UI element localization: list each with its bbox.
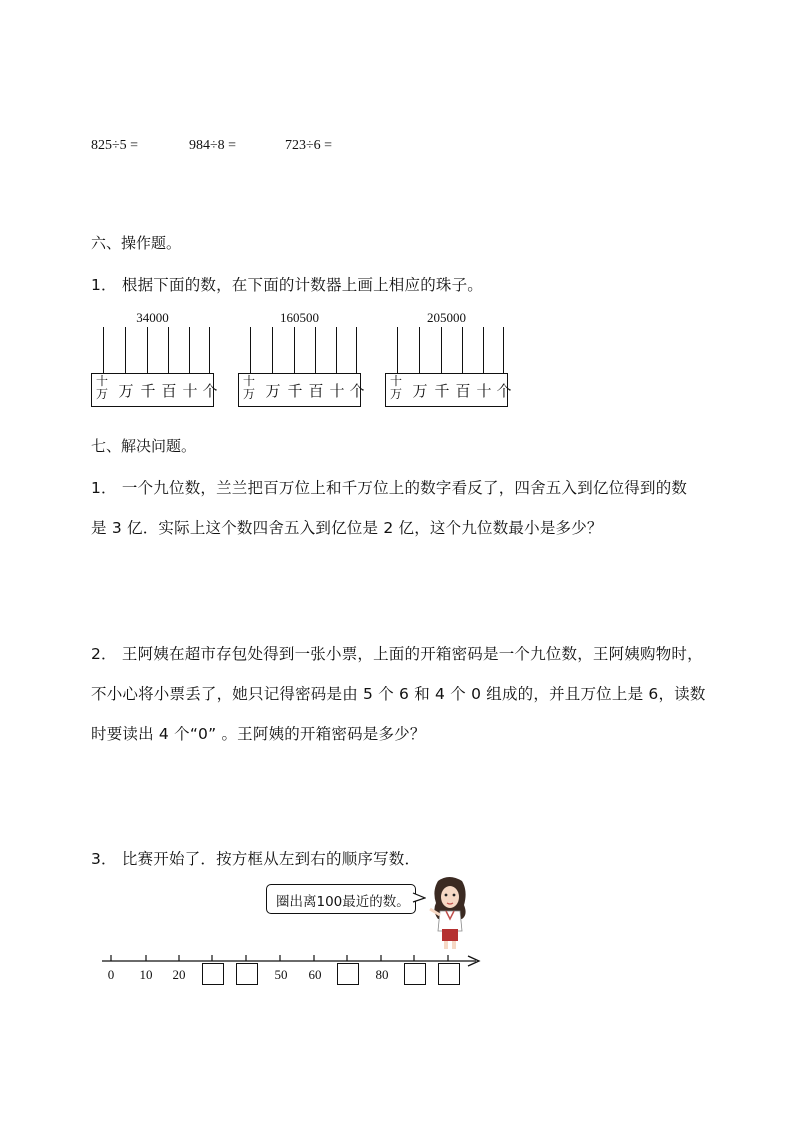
number-line-label: 60 [308, 967, 322, 982]
abacus-rod [397, 327, 398, 373]
teacher-illustration [424, 875, 474, 950]
place-label-hundred-thousand: 十 万 [95, 374, 108, 401]
section7-q1-line2: 是 3 亿．实际上这个数四舍五入到亿位是 2 亿，这个九位数最小是多少？ [91, 519, 603, 537]
section7-q2-line1: 2． 王阿姨在超市存包处得到一张小票，上面的开箱密码是一个九位数，王阿姨购物时， [91, 645, 703, 663]
section7-q3: 3． 比赛开始了．按方框从左到右的顺序写数． [91, 850, 421, 868]
abacus-rod [315, 327, 316, 373]
number-line-label: 20 [172, 967, 186, 982]
answer-box[interactable] [438, 963, 460, 985]
place-label: 百 [161, 382, 177, 400]
place-label: 百 [455, 382, 471, 400]
abacus-rod [147, 327, 148, 373]
place-label: 万 [412, 382, 428, 400]
number-line-label: 0 [107, 967, 115, 982]
place-label: 千 [140, 382, 156, 400]
place-label: 十 [182, 382, 198, 400]
abacus-rod [250, 327, 251, 373]
speech-bubble [266, 884, 416, 914]
abacus-rod [441, 327, 442, 373]
section7-heading: 七、解决问题。 [91, 437, 197, 455]
abacus-rod [168, 327, 169, 373]
abacus-number: 160500 [280, 310, 319, 325]
abacus-base [385, 373, 512, 407]
abacus-number: 205000 [427, 310, 466, 325]
number-line-label: 80 [375, 967, 389, 982]
section6-heading: 六、操作题。 [91, 234, 182, 252]
abacus-rod [125, 327, 126, 373]
abacus-rod [503, 327, 504, 373]
place-label: 十 [476, 382, 492, 400]
abacus-2 [238, 310, 365, 405]
abacus-rod [336, 327, 337, 373]
abacus-rod [483, 327, 484, 373]
calc-3: 723÷6 = [285, 138, 333, 153]
section6-question-1: 1． 根据下面的数，在下面的计数器上画上相应的珠子。 [91, 276, 483, 294]
abacus-rod [462, 327, 463, 373]
calc-2: 984÷8 = [189, 138, 237, 153]
abacus-rod [209, 327, 210, 373]
place-label: 万 [118, 382, 134, 400]
place-label: 个 [202, 382, 218, 400]
place-label: 千 [287, 382, 303, 400]
number-line-label: 50 [274, 967, 288, 982]
abacus-rod [356, 327, 357, 373]
abacus-base [238, 373, 365, 407]
place-label-hundred-thousand: 十 万 [242, 374, 255, 401]
abacus-rod [272, 327, 273, 373]
abacus-rod [103, 327, 104, 373]
abacus-1 [91, 310, 218, 405]
place-label-hundred-thousand: 十 万 [389, 374, 402, 401]
abacus-rod [189, 327, 190, 373]
place-label: 万 [265, 382, 281, 400]
section7-q2-line3: 时要读出 4 个“0” 。王阿姨的开箱密码是多少？ [91, 725, 426, 743]
answer-box[interactable] [236, 963, 258, 985]
abacus-number: 34000 [136, 310, 169, 325]
number-line-labels [0, 967, 794, 987]
answer-box[interactable] [404, 963, 426, 985]
number-line-label: 10 [139, 967, 153, 982]
answer-box[interactable] [202, 963, 224, 985]
answer-box[interactable] [337, 963, 359, 985]
abacus-rod [419, 327, 420, 373]
calc-1: 825÷5 = [91, 138, 139, 153]
abacus-3 [385, 310, 512, 405]
abacus-base [91, 373, 218, 407]
section7-q2-line2: 不小心将小票丢了，她只记得密码是由 5 个 6 和 4 个 0 组成的，并且万位上是 6，读数 [91, 685, 706, 703]
abacus-rod [294, 327, 295, 373]
place-label: 十 [329, 382, 345, 400]
place-label: 千 [434, 382, 450, 400]
speech-bubble-text: 圈出离100最近的数。 [276, 894, 410, 910]
place-label: 个 [496, 382, 512, 400]
place-label: 个 [349, 382, 365, 400]
section7-q1-line1: 1． 一个九位数，兰兰把百万位上和千万位上的数字看反了，四舍五入到亿位得到的数 [91, 479, 688, 497]
place-label: 百 [308, 382, 324, 400]
